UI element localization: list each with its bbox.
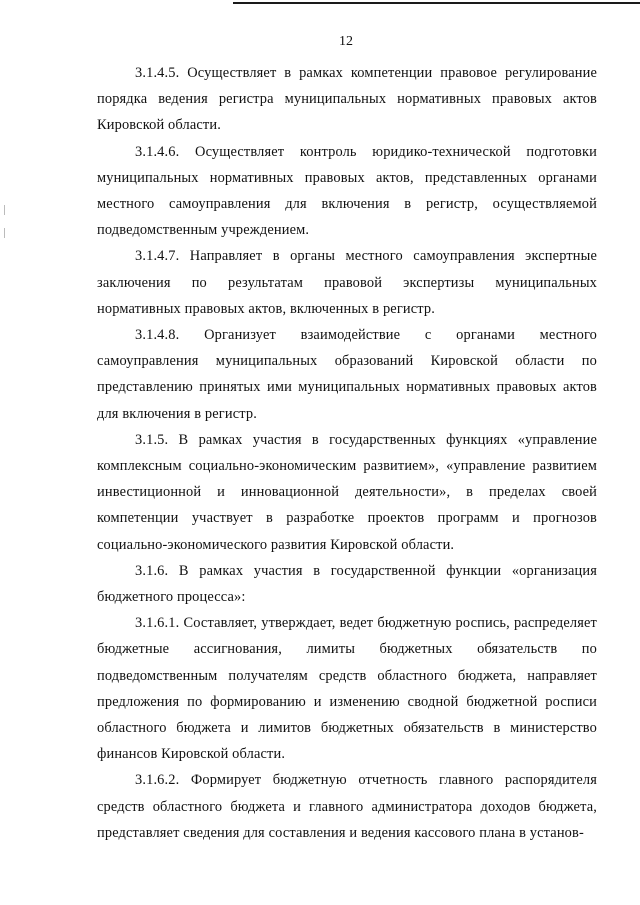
document-body xyxy=(97,60,597,846)
paragraph-3-1-4-8: 3.1.4.8. Организует взаимодействие с органами местного самоуправления муниципальных образований Кировской области по представлению принятых ими муниципальных нормативных правовых актов для включения в регистр. xyxy=(97,327,597,422)
paragraph-3-1-4-5: 3.1.4.5. Осуществляет в рамках компетенции правовое регулирование порядка ведения регистра муниципальных нормативных правовых актов Кировской области. xyxy=(97,65,597,134)
paragraph-3-1-4-7: 3.1.4.7. Направляет в органы местного самоуправления экспертные заключения по результатам правовой экспертизы муниципальных нормативных правовых актов, включенных в регистр. xyxy=(97,248,597,317)
paragraph-3-1-4-6: 3.1.4.6. Осуществляет контроль юридико-технической подготовки муниципальных нормативных правовых актов, представленных органами местного самоуправления для включения в регистр, осуществляемой подведомственным учреждением. xyxy=(97,143,597,239)
paragraph-3-1-6-1: 3.1.6.1. Составляет, утверждает, ведет бюджетную роспись, распределяет бюджетные ассигнования, лимиты бюджетных обязательств по подведомственным получателям средств областного бюджета, направляет предложения по формированию и изменению сводной бюджетной росписи областного бюджета и лимитов бюджетных обязательств в министерство финансов Кировской области. xyxy=(97,615,597,763)
top-scan-rule xyxy=(233,2,640,4)
paragraph-3-1-6: 3.1.6. В рамках участия в государственной функции «организация бюджетного процесса»: xyxy=(97,562,597,606)
page-number: 12 xyxy=(339,34,353,49)
left-margin-mark xyxy=(4,205,5,215)
paragraph-3-1-5: 3.1.5. В рамках участия в государственных функциях «управление комплексным социально-экономическим развитием», «управление развитием инвестиционной и инновационной деятельности», в пределах своей компетенции участвует в разработке проектов программ и прогнозов социально-экономического развития Кировской области. xyxy=(97,431,597,553)
paragraph-3-1-6-2: 3.1.6.2. Формирует бюджетную отчетность главного распорядителя средств областного бюджета и главного администратора доходов бюджета, представляет сведения для составления и ведения кассового плана в установ- xyxy=(97,772,597,841)
left-margin-mark xyxy=(4,228,5,238)
